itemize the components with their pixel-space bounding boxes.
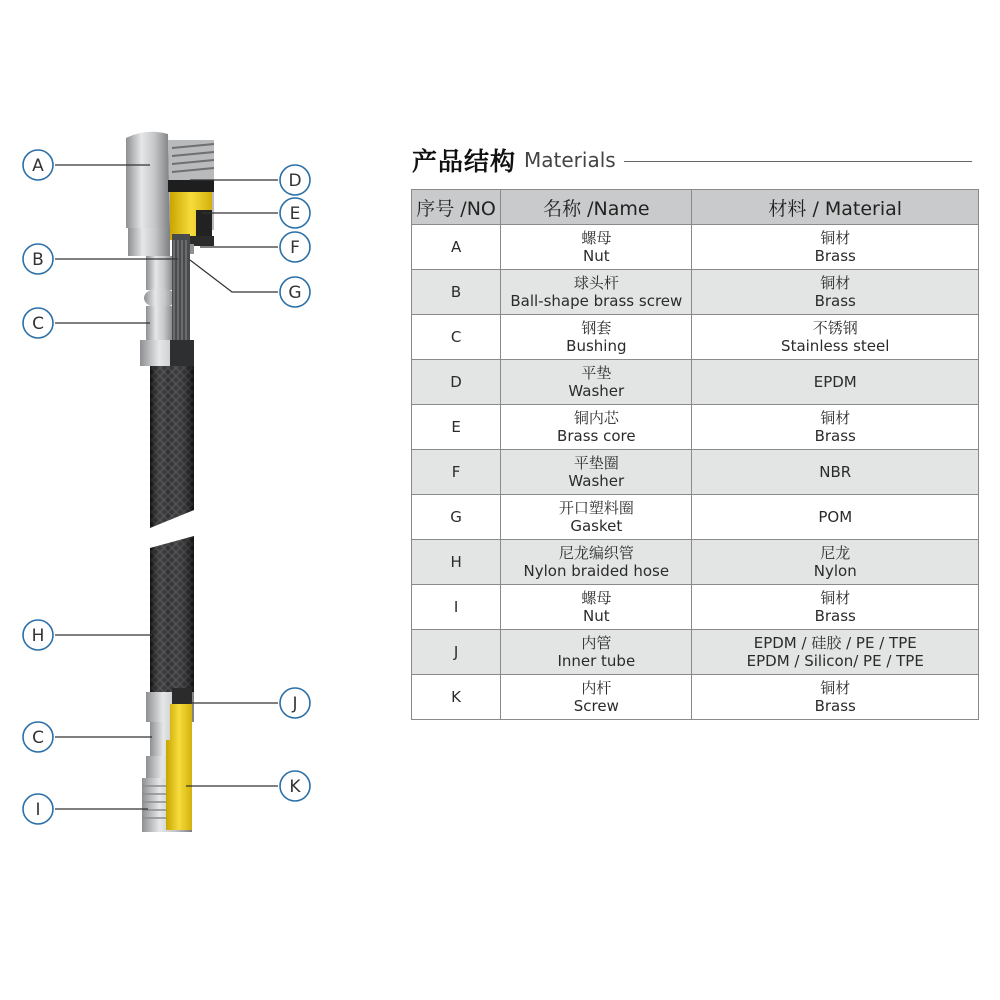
material-cn: 尼龙 bbox=[820, 544, 851, 562]
callout-C-bottom-label: C bbox=[32, 728, 44, 748]
material-cn: 铜材 bbox=[820, 679, 851, 697]
table-header-row bbox=[412, 190, 979, 225]
cell-no: J bbox=[412, 630, 501, 675]
cell-material bbox=[692, 630, 979, 675]
callout-D bbox=[280, 165, 310, 195]
table-row bbox=[412, 315, 979, 360]
cell-no: H bbox=[412, 540, 501, 585]
cell-name bbox=[501, 405, 692, 450]
material-en: Brass bbox=[814, 697, 856, 715]
callout-A bbox=[23, 150, 53, 180]
materials-table bbox=[411, 189, 979, 720]
name-cn: 内杆 bbox=[581, 679, 612, 697]
table-row bbox=[412, 540, 979, 585]
table-row bbox=[412, 270, 979, 315]
table-row bbox=[412, 675, 979, 720]
braided-hose-upper bbox=[150, 366, 194, 528]
cell-name bbox=[501, 540, 692, 585]
cell-name bbox=[501, 450, 692, 495]
heading-title-cn: 产品结构 bbox=[412, 147, 517, 176]
cell-no: G bbox=[412, 495, 501, 540]
cell-material bbox=[692, 450, 979, 495]
material-en: Brass bbox=[814, 427, 856, 445]
callout-A-label: A bbox=[32, 156, 44, 176]
heading-rule bbox=[624, 161, 972, 162]
name-en: Bushing bbox=[566, 337, 627, 355]
table-row bbox=[412, 225, 979, 270]
callout-B bbox=[23, 244, 53, 274]
material-cn: 铜材 bbox=[820, 589, 851, 607]
callout-H bbox=[23, 620, 53, 650]
table-row bbox=[412, 450, 979, 495]
cell-material bbox=[692, 315, 979, 360]
cell-name bbox=[501, 315, 692, 360]
name-cn: 内管 bbox=[581, 634, 612, 652]
material-cn: 不锈钢 bbox=[812, 319, 858, 337]
name-en: Nut bbox=[583, 247, 610, 265]
cell-no: C bbox=[412, 315, 501, 360]
cell-material bbox=[692, 360, 979, 405]
cell-material bbox=[692, 495, 979, 540]
material-cn: EPDM bbox=[813, 373, 857, 391]
material-en: EPDM / Silicon/ PE / TPE bbox=[746, 652, 924, 670]
cell-material bbox=[692, 225, 979, 270]
header-no: 序号 /NO bbox=[412, 190, 501, 225]
name-en: Washer bbox=[568, 382, 625, 400]
name-cn: 开口塑料圈 bbox=[558, 499, 634, 517]
header-name: 名称 /Name bbox=[501, 190, 692, 225]
name-en: Inner tube bbox=[557, 652, 636, 670]
material-cn: NBR bbox=[819, 463, 852, 481]
callout-E-label: E bbox=[289, 204, 301, 224]
name-en: Nut bbox=[583, 607, 610, 625]
table-row bbox=[412, 495, 979, 540]
callout-C-top bbox=[23, 308, 53, 338]
callout-C-top-label: C bbox=[32, 314, 44, 334]
table-body bbox=[412, 225, 979, 720]
callout-K-label: K bbox=[289, 777, 301, 797]
name-cn: 螺母 bbox=[581, 229, 612, 247]
material-cn: 铜材 bbox=[820, 229, 851, 247]
cell-no: B bbox=[412, 270, 501, 315]
name-cn: 球头杆 bbox=[573, 274, 619, 292]
cell-name bbox=[501, 225, 692, 270]
cell-material bbox=[692, 405, 979, 450]
callout-F bbox=[280, 232, 310, 262]
material-en: Brass bbox=[814, 247, 856, 265]
table-row bbox=[412, 405, 979, 450]
cell-no: E bbox=[412, 405, 501, 450]
name-en: Brass core bbox=[557, 427, 636, 445]
material-cn: EPDM / 硅胶 / PE / TPE bbox=[753, 634, 917, 652]
name-cn: 尼龙编织管 bbox=[558, 544, 634, 562]
name-en: Ball-shape brass screw bbox=[510, 292, 683, 310]
callout-B-label: B bbox=[32, 250, 44, 270]
cell-material bbox=[692, 270, 979, 315]
callout-C-bottom bbox=[23, 722, 53, 752]
cell-no: D bbox=[412, 360, 501, 405]
name-cn: 螺母 bbox=[581, 589, 612, 607]
material-en: Nylon bbox=[813, 562, 857, 580]
material-cn: 铜材 bbox=[820, 274, 851, 292]
callout-J bbox=[280, 688, 310, 718]
name-cn: 钢套 bbox=[581, 319, 612, 337]
braided-hose-lower bbox=[150, 536, 194, 700]
name-cn: 平垫圈 bbox=[573, 454, 619, 472]
material-en: Stainless steel bbox=[781, 337, 890, 355]
name-en: Nylon braided hose bbox=[523, 562, 670, 580]
callout-F-label: F bbox=[290, 238, 300, 258]
name-cn: 平垫 bbox=[581, 364, 612, 382]
hose-assembly-diagram bbox=[0, 0, 360, 1000]
cell-name bbox=[501, 360, 692, 405]
material-cn: 铜材 bbox=[820, 409, 851, 427]
name-cn: 铜内芯 bbox=[573, 409, 619, 427]
name-en: Washer bbox=[568, 472, 625, 490]
material-en: Brass bbox=[814, 292, 856, 310]
table-row bbox=[412, 630, 979, 675]
cell-no: A bbox=[412, 225, 501, 270]
cell-no: K bbox=[412, 675, 501, 720]
callout-H-label: H bbox=[31, 626, 45, 646]
cell-name bbox=[501, 585, 692, 630]
section-heading bbox=[412, 140, 972, 180]
bottom-fitting-part bbox=[142, 688, 194, 832]
callout-I-label: I bbox=[35, 800, 41, 820]
name-en: Gasket bbox=[570, 517, 623, 535]
callout-G-label: G bbox=[288, 283, 302, 303]
table-row bbox=[412, 360, 979, 405]
cell-no: F bbox=[412, 450, 501, 495]
material-cn: POM bbox=[818, 508, 853, 526]
cell-name bbox=[501, 675, 692, 720]
cell-material bbox=[692, 540, 979, 585]
cell-name bbox=[501, 270, 692, 315]
callout-G bbox=[280, 277, 310, 307]
material-en: Brass bbox=[814, 607, 856, 625]
callout-E bbox=[280, 198, 310, 228]
cell-no: I bbox=[412, 585, 501, 630]
callout-I bbox=[23, 794, 53, 824]
heading-title-en: Materials bbox=[524, 148, 616, 172]
callout-K bbox=[280, 771, 310, 801]
table-row bbox=[412, 585, 979, 630]
cell-material bbox=[692, 675, 979, 720]
cell-name bbox=[501, 630, 692, 675]
header-material: 材料 / Material bbox=[692, 190, 979, 225]
callout-D-label: D bbox=[288, 171, 302, 191]
name-en: Screw bbox=[573, 697, 619, 715]
cell-material bbox=[692, 585, 979, 630]
cell-name bbox=[501, 495, 692, 540]
callout-J-label: J bbox=[292, 694, 298, 714]
